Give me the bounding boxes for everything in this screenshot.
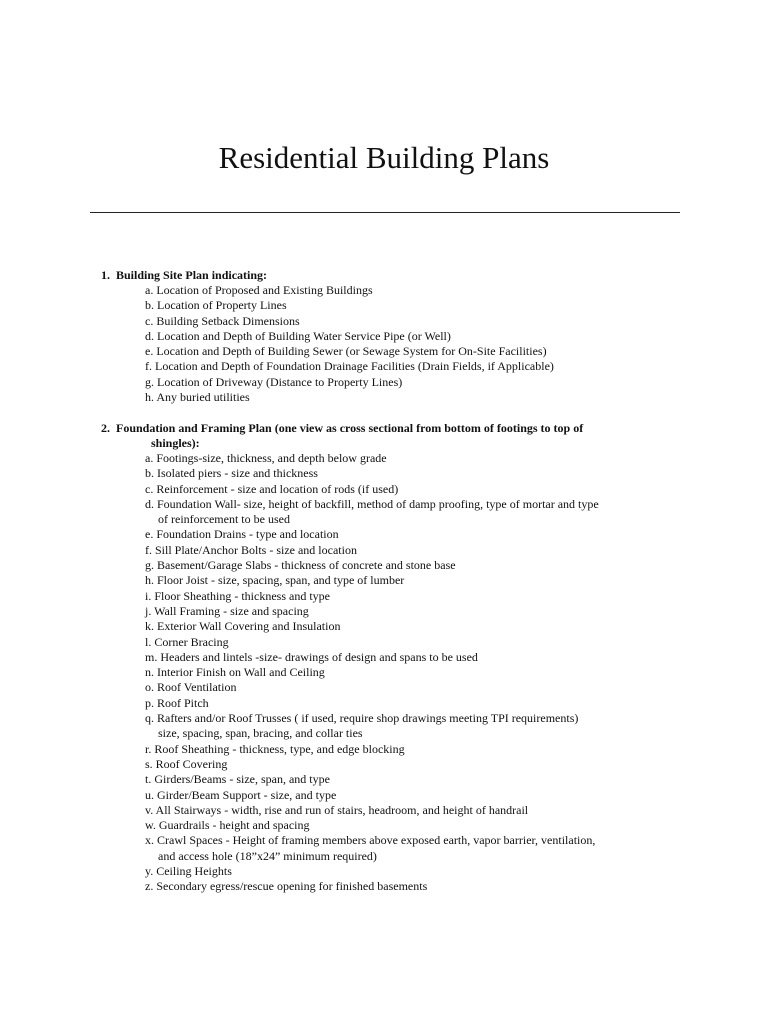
list-item: c. Reinforcement - size and location of rods (if used) [145, 481, 399, 496]
section-heading-text: Building Site Plan indicating: [116, 268, 268, 282]
title-divider [90, 212, 680, 213]
list-item: d. Location and Depth of Building Water Service Pipe (or Well) [145, 328, 451, 343]
list-item: w. Guardrails - height and spacing [145, 818, 310, 833]
list-item: f. Sill Plate/Anchor Bolts - size and location [145, 542, 357, 557]
framing-plan-item-list [0, 451, 768, 895]
list-item: a. Location of Proposed and Existing Buildings [145, 283, 373, 297]
list-item: h. Floor Joist - size, spacing, span, and type of lumber [145, 573, 405, 588]
list-item: d. Foundation Wall- size, height of backfill, method of damp proofing, type of mortar and type [145, 496, 599, 511]
list-item: o. Roof Ventilation [145, 680, 237, 695]
list-item: b. Isolated piers - size and thickness [145, 466, 318, 481]
list-item: p. Roof Pitch [145, 695, 209, 710]
list-item: a. Footings-size, thickness, and depth below grade [145, 451, 387, 465]
site-plan-item-list [0, 283, 768, 405]
list-item-continuation: and access hole (18”x24” minimum required) [158, 848, 377, 863]
list-item: b. Location of Property Lines [145, 298, 287, 313]
list-item: u. Girder/Beam Support - size, and type [145, 787, 337, 802]
list-item: h. Any buried utilities [145, 390, 250, 405]
list-item: e. Foundation Drains - type and location [145, 527, 339, 542]
list-item: i. Floor Sheathing - thickness and type [145, 588, 330, 603]
list-item: y. Ceiling Heights [145, 864, 232, 879]
list-item: q. Rafters and/or Roof Trusses ( if used, require shop drawings meeting TPI requirements) [145, 711, 579, 726]
section-heading [0, 421, 768, 451]
list-item: t. Girders/Beams - size, span, and type [145, 772, 330, 787]
list-item: f. Location and Depth of Foundation Drainage Facilities (Drain Fields, if Applicable) [145, 359, 554, 374]
list-item: e. Location and Depth of Building Sewer (or Sewage System for On-Site Facilities) [145, 344, 547, 359]
section-heading-text-line2: shingles): [151, 436, 200, 450]
list-item: g. Location of Driveway (Distance to Property Lines) [145, 374, 403, 389]
section-number: 1. [101, 268, 110, 282]
list-item-continuation: of reinforcement to be used [158, 512, 290, 527]
section-heading [0, 268, 768, 283]
list-item: r. Roof Sheathing - thickness, type, and edge blocking [145, 741, 405, 756]
list-item: n. Interior Finish on Wall and Ceiling [145, 665, 325, 680]
list-item: v. All Stairways - width, rise and run of stairs, headroom, and height of handrail [145, 802, 529, 817]
document-title: Residential Building Plans [218, 140, 550, 175]
list-item: l. Corner Bracing [145, 634, 229, 649]
list-item: j. Wall Framing - size and spacing [145, 603, 309, 618]
list-item-continuation: size, spacing, span, bracing, and collar ties [158, 726, 363, 741]
section-heading-text-line1: Foundation and Framing Plan (one view as cross sectional from bottom of footings to top of [116, 421, 584, 435]
section-building-site-plan [0, 268, 768, 405]
list-item: z. Secondary egress/rescue opening for finished basements [145, 879, 428, 894]
section-foundation-framing-plan [0, 421, 768, 895]
list-item: m. Headers and lintels -size- drawings of design and spans to be used [145, 649, 478, 664]
list-item: x. Crawl Spaces - Height of framing members above exposed earth, vapor barrier, ventilation, [145, 833, 596, 848]
list-item: c. Building Setback Dimensions [145, 313, 300, 328]
list-item: s. Roof Covering [145, 756, 228, 771]
section-number: 2. [101, 421, 110, 435]
list-item: g. Basement/Garage Slabs - thickness of concrete and stone base [145, 558, 456, 573]
list-item: k. Exterior Wall Covering and Insulation [145, 619, 341, 634]
